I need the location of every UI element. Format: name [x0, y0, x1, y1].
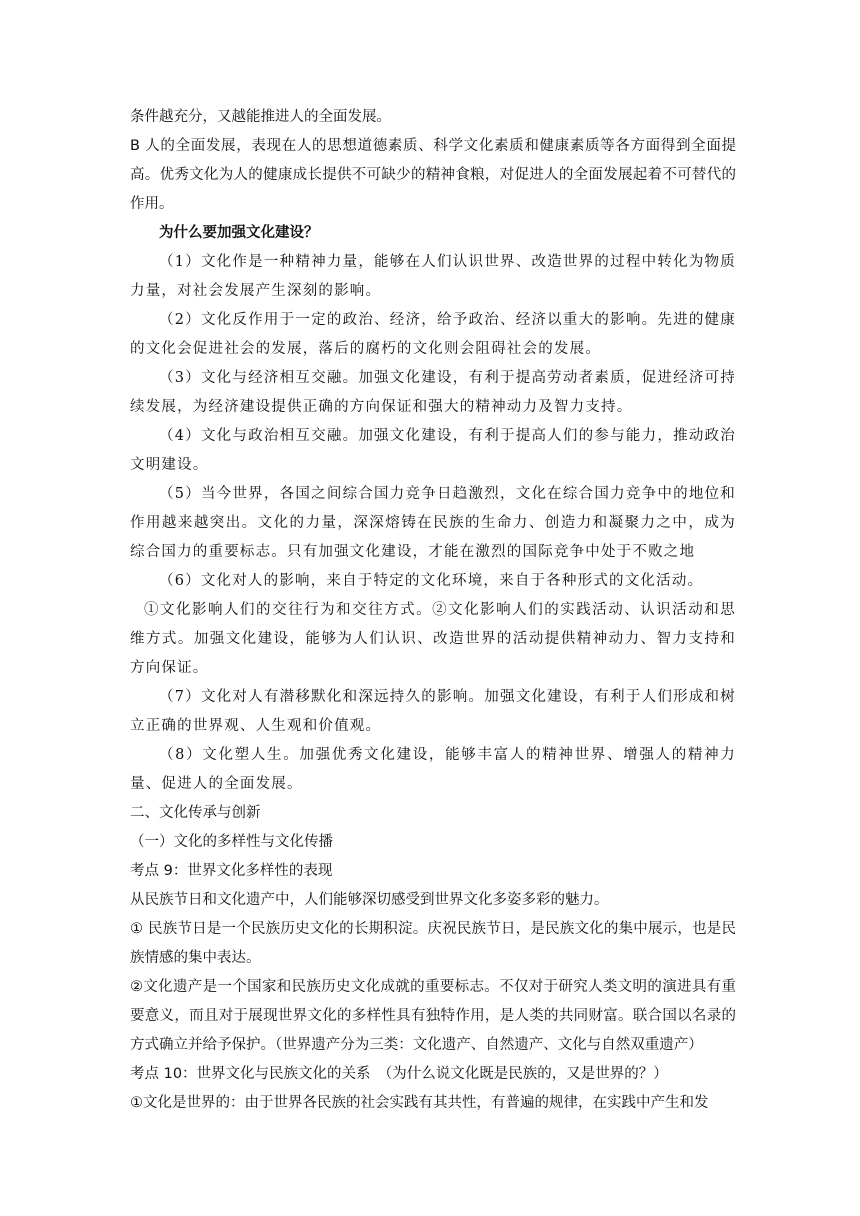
reason-3: （3）文化与经济相互交融。加强文化建设，有利于提高劳动者素质，促进经济可持续发展，为经济建设提供正确的方向保证和强大的精神动力及智力支持。	[130, 370, 736, 415]
kaodian-9-item-1: ① 民族节日是一个民族历史文化的长期积淀。庆祝民族节日，是民族文化的集中展示，也是民族情感的集中表达。	[130, 921, 736, 966]
heading-why-culture: 为什么要加强文化建设？	[159, 225, 319, 241]
reason-8: （8）文化塑人生。加强优秀文化建设，能够丰富人的精神世界、增强人的精神力量、促进人的全面发展。	[130, 747, 736, 792]
subsection-title-one: （一）文化的多样性与文化传播	[130, 834, 333, 850]
paragraph-intro-continuation: 条件越充分，又越能推进人的全面发展。	[130, 109, 391, 125]
kaodian-9-title: 考点 9：世界文化多样性的表现	[130, 863, 333, 879]
reason-4: （4）文化与政治相互交融。加强文化建设，有利于提高人们的参与能力，推动政治文明建设。	[130, 428, 736, 473]
reason-6: （6）文化对人的影响，来自于特定的文化环境，来自于各种形式的文化活动。	[159, 573, 704, 589]
reason-5: （5）当今世界，各国之间综合国力竞争日趋激烈，文化在综合国力竞争中的地位和作用越来越突出。文化的力量，深深熔铸在民族的生命力、创造力和凝聚力之中，成为综合国力的重要标志。只有加强文化建设，才能在激烈的国际竞争中处于不败之地	[130, 486, 736, 560]
reason-2: （2）文化反作用于一定的政治、经济，给予政治、经济以重大的影响。先进的健康的文化会促进社会的发展，落后的腐朽的文化则会阻碍社会的发展。	[130, 312, 736, 357]
document-page	[130, 103, 736, 1118]
reason-1: （1）文化作是一种精神力量，能够在人们认识世界、改造世界的过程中转化为物质力量，对社会发展产生深刻的影响。	[130, 254, 736, 299]
paragraph-b: B 人的全面发展，表现在人的思想道德素质、科学文化素质和健康素质等各方面得到全面提高。优秀文化为人的健康成长提供不可缺少的精神食粮，对促进人的全面发展起着不可替代的作用。	[130, 138, 736, 212]
reason-6-detail: ①文化影响人们的交往行为和交往方式。②文化影响人们的实践活动、认识活动和思维方式。加强文化建设，能够为人们认识、改造世界的活动提供精神动力、智力支持和方向保证。	[130, 602, 736, 676]
kaodian-9-intro: 从民族节日和文化遗产中，人们能够深切感受到世界文化多姿多彩的魅力。	[130, 892, 609, 908]
section-title-two: 二、文化传承与创新	[130, 805, 261, 821]
kaodian-10-title: 考点 10：世界文化与民族文化的关系 （为什么说文化既是民族的，又是世界的？）	[130, 1066, 668, 1082]
reason-7: （7）文化对人有潜移默化和深远持久的影响。加强文化建设，有利于人们形成和树立正确的世界观、人生观和价值观。	[130, 689, 736, 734]
kaodian-10-item-1: ①文化是世界的：由于世界各民族的社会实践有其共性，有普遍的规律，在实践中产生和发	[130, 1095, 709, 1111]
kaodian-9-item-2: ②文化遗产是一个国家和民族历史文化成就的重要标志。不仅对于研究人类文明的演进具有重要意义，而且对于展现世界文化的多样性具有独特作用，是人类的共同财富。联合国以名录的方式确立并给予保护。（世界遗产分为三类：文化遗产、自然遗产、文化与自然双重遗产）	[130, 979, 736, 1053]
